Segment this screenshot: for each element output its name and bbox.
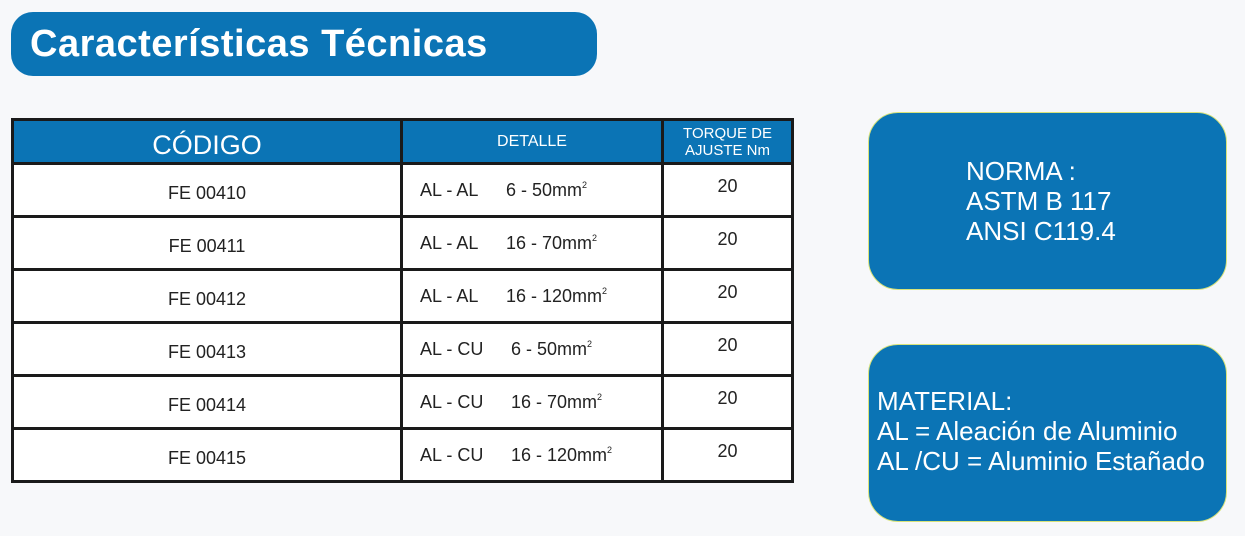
- norma-box: [868, 112, 1227, 290]
- header-detail: DETALLE: [402, 120, 663, 164]
- spec-table: [11, 118, 794, 483]
- cell-range: 16 - 70mm: [506, 232, 593, 253]
- cell-torque: 20: [663, 429, 793, 482]
- cell-unit-exponent: 2: [587, 338, 593, 349]
- cell-unit-exponent: 2: [597, 391, 603, 402]
- cell-material: AL - AL: [420, 232, 479, 253]
- cell-code: FE 00410: [13, 164, 402, 217]
- cell-material: AL - CU: [420, 444, 484, 465]
- cell-material: AL - AL: [420, 285, 479, 306]
- cell-code: FE 00415: [13, 429, 402, 482]
- table-row: [13, 376, 793, 429]
- header-code: CÓDIGO: [13, 120, 402, 164]
- material-item: AL = Aleación de Aluminio: [877, 416, 1178, 446]
- cell-torque: 20: [663, 164, 793, 217]
- material-heading: MATERIAL:: [877, 386, 1013, 416]
- norma-item: ASTM B 117: [966, 186, 1112, 216]
- cell-range: 16 - 120mm: [506, 444, 608, 465]
- header-torque-line2: AJUSTE Nm: [684, 141, 770, 159]
- cell-unit-exponent: 2: [607, 444, 613, 455]
- cell-range: 6 - 50mm: [506, 179, 583, 200]
- cell-unit-exponent: 2: [592, 232, 598, 243]
- cell-torque: 20: [663, 376, 793, 429]
- title-banner: [11, 12, 597, 76]
- cell-material: AL - AL: [420, 179, 479, 200]
- cell-unit-exponent: 2: [582, 179, 588, 190]
- cell-torque: 20: [663, 217, 793, 270]
- header-torque: [663, 120, 793, 164]
- cell-code: FE 00412: [13, 270, 402, 323]
- cell-code: FE 00411: [13, 217, 402, 270]
- table-row: [13, 270, 793, 323]
- cell-range: 6 - 50mm: [506, 338, 588, 359]
- cell-unit-exponent: 2: [602, 285, 608, 296]
- cell-range: 16 - 120mm: [506, 285, 603, 306]
- table-row: [13, 164, 793, 217]
- cell-material: AL - CU: [420, 391, 484, 412]
- table-row: [13, 323, 793, 376]
- cell-code: FE 00414: [13, 376, 402, 429]
- table-row: [13, 429, 793, 482]
- cell-detail: [402, 376, 663, 429]
- cell-detail: [402, 270, 663, 323]
- norma-item: ANSI C119.4: [966, 216, 1116, 246]
- cell-material: AL - CU: [420, 338, 484, 359]
- cell-detail: [402, 164, 663, 217]
- table-header-row: [13, 120, 793, 164]
- material-box: [868, 344, 1227, 522]
- cell-torque: 20: [663, 323, 793, 376]
- cell-detail: [402, 429, 663, 482]
- cell-range: 16 - 70mm: [506, 391, 598, 412]
- material-item: AL /CU = Aluminio Estañado: [877, 446, 1205, 476]
- header-torque-line1: TORQUE DE: [683, 124, 772, 142]
- cell-code: FE 00413: [13, 323, 402, 376]
- cell-detail: [402, 217, 663, 270]
- cell-torque: 20: [663, 270, 793, 323]
- norma-heading: NORMA :: [966, 156, 1076, 186]
- table-row: [13, 217, 793, 270]
- cell-detail: [402, 323, 663, 376]
- page-title: Características Técnicas: [30, 22, 488, 65]
